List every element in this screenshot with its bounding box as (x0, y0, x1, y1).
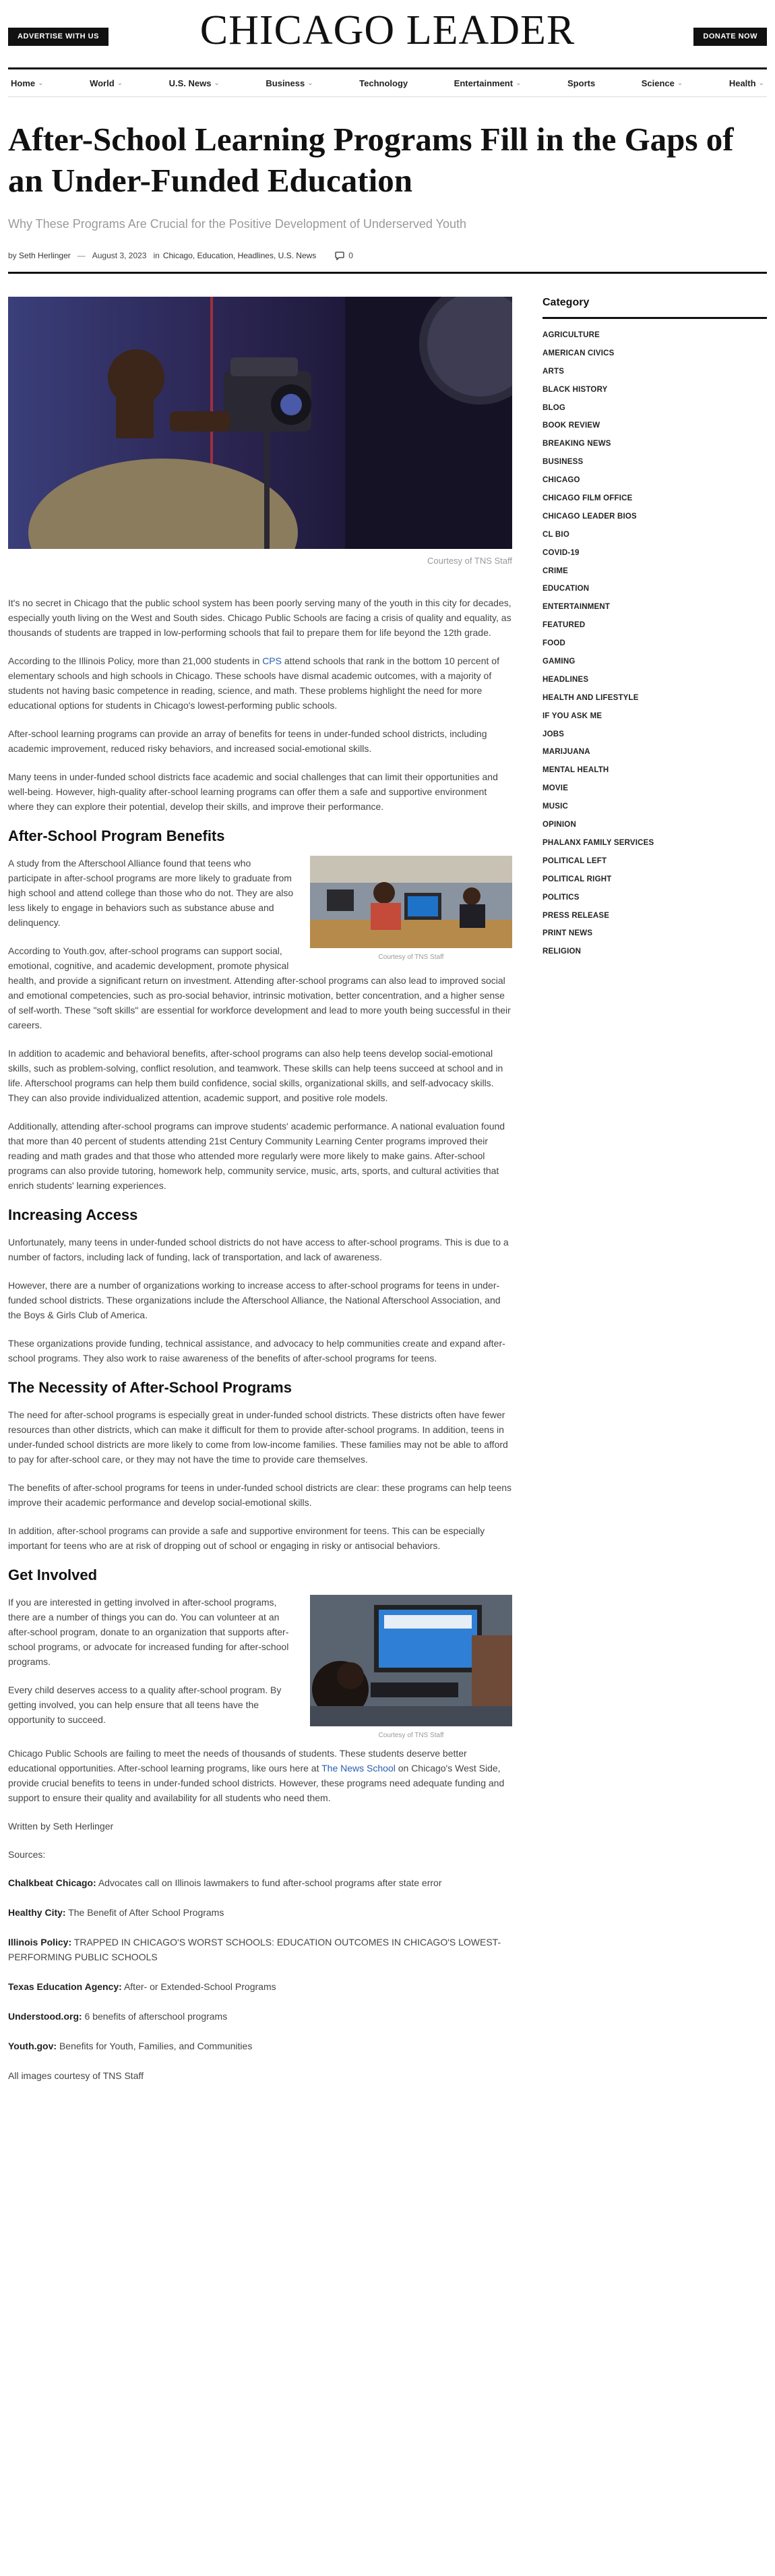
source-name: Texas Education Agency: (8, 1981, 122, 1992)
nav-item-entertainment[interactable] (454, 78, 522, 88)
closing-paragraph (8, 1746, 512, 1805)
article-title: After-School Learning Programs Fill in the Gaps of an Under-Funded Education (8, 121, 734, 199)
category-item[interactable]: ARTS (542, 367, 565, 376)
access-paragraph-2: However, there are a number of organizations working to increase access to after-school programs for teens in under-funded school districts. These organizations include the Afterschool Alliance, the National Afterschool Association, and the Boys & Girls Club of America. (8, 1280, 501, 1320)
intro-paragraph-3: Many teens in under-funded school districts face academic and social challenges that can limit their opportunities and well-being. However, high-quality after-school learning programs can offer them a safe and supportive environment where they can explore their potential, develop their skills, and improve their performance. (8, 771, 498, 812)
chevron-down-icon: ⌄ (516, 79, 522, 87)
nav-item-business[interactable] (266, 78, 313, 88)
source-title[interactable]: Benefits for Youth, Families, and Communities (59, 2041, 253, 2051)
category-item[interactable]: POLITICAL RIGHT (542, 875, 612, 883)
source-name: Youth.gov: (8, 2041, 57, 2051)
category-item[interactable]: BLACK HISTORY (542, 385, 608, 394)
classroom-photo (310, 856, 512, 948)
nav-item-label: Business (266, 78, 305, 88)
source-item (8, 1875, 512, 1890)
computer-lab-photo (310, 1595, 512, 1726)
sidebar (542, 297, 767, 966)
category-item[interactable]: AMERICAN CIVICS (542, 349, 615, 357)
nav-item-label: Entertainment (454, 78, 514, 88)
intro-paragraph-2: After-school learning programs can provide an array of benefits for teens in under-funded school districts, including academic improvement, reduced risky behaviors, and increased social-emotional skills. (8, 728, 487, 754)
access-paragraph-1: Unfortunately, many teens in under-funded school districts do not have access to after-school programs. This is due to a number of factors, including lack of funding, lack of transportation, and lack of awareness. (8, 1237, 509, 1262)
article-body (8, 297, 512, 2097)
category-links[interactable]: Chicago, Education, Headlines, U.S. News (162, 251, 317, 260)
involved-paragraph-2: Every child deserves access to a quality after-school program. By getting involved, you can help ensure that all teens have the opportunity to succeed. (8, 1685, 282, 1725)
nav-item-label: Science (641, 78, 675, 88)
comment-count: 0 (348, 251, 353, 260)
illinois-policy-paragraph (8, 653, 512, 713)
source-title[interactable]: After- or Extended-School Programs (123, 1981, 276, 1992)
involved-figure-caption: Courtesy of TNS Staff (378, 1732, 444, 1739)
source-title[interactable]: The Benefit of After School Programs (68, 1907, 224, 1918)
written-by: Written by Seth Herlinger (8, 1821, 114, 1832)
benefits-paragraph-1: A study from the Afterschool Alliance found that teens who participate in after-school programs are more likely to graduate from high school and attend college than those who do not. They are also less likely to engage in behaviors such as substance abuse and delinquency. (8, 858, 294, 928)
illinois-text-after: attend schools that rank in the bottom 10 percent of elementary schools and high schools in Chicago. These schools have dismal academic outcomes, with a majority of students not having basic competence in reading, science, and math. These problems highlight the need for more educational options for students in Chicago's lowest-performing public schools. (8, 655, 499, 711)
intro-paragraph-1: It's no secret in Chicago that the public school system has been poorly serving many of the youth in this city for decades, especially youth living on the West and South sides. Chicago Public Schools are facing a crisis of quality and equality, as thousands of students are trapped in low-performing schools that fail to prepare them for life beyond the 12th grade. (8, 597, 512, 638)
necessity-paragraph-1: The need for after-school programs is especially great in under-funded school districts. These districts often have fewer resources than other districts, which can make it difficult for them to provide after-school programs. In addition, teens in under-funded school districts are more likely to come from low-income families. These families may not be able to afford to pay for after-school care, or they may not have the time to provide care themselves. (8, 1409, 508, 1465)
category-item[interactable]: PRESS RELEASE (542, 911, 610, 920)
category-item[interactable]: PRINT NEWS (542, 929, 593, 938)
category-item[interactable]: EDUCATION (542, 585, 590, 593)
category-item[interactable]: FOOD (542, 639, 566, 648)
category-item[interactable]: JOBS (542, 730, 565, 738)
source-name: Illinois Policy: (8, 1937, 72, 1948)
chevron-down-icon: ⌄ (677, 79, 683, 87)
category-item[interactable]: MOVIE (542, 784, 569, 793)
news-school-link[interactable]: The News School (321, 1763, 396, 1774)
publish-date: August 3, 2023 (92, 251, 147, 260)
section-heading-involved: Get Involved (8, 1567, 98, 1583)
nav-item-science[interactable] (642, 78, 683, 88)
category-item[interactable]: POLITICAL LEFT (542, 856, 607, 865)
nav-item-home[interactable] (11, 78, 44, 88)
involved-figure (310, 1595, 512, 1739)
source-title[interactable]: Advocates call on Illinois lawmakers to fund after-school programs after state error (98, 1877, 442, 1888)
nav-item-health[interactable] (729, 78, 764, 88)
category-item[interactable]: BLOG (542, 403, 566, 412)
necessity-paragraph-3: In addition, after-school programs can provide a safe and supportive environment for teens. This can be especially important for teens who are at risk of dropping out of school or engaging in risky or antisocial behaviors. (8, 1525, 485, 1551)
source-title[interactable]: 6 benefits of afterschool programs (84, 2011, 228, 2022)
category-item[interactable]: HEADLINES (542, 675, 589, 684)
category-item[interactable]: HEALTH AND LIFESTYLE (542, 693, 639, 702)
category-item[interactable]: BUSINESS (542, 458, 584, 467)
benefits-paragraph-3: In addition to academic and behavioral benefits, after-school programs can also help teens develop social-emotional skills, such as problem-solving, conflict resolution, and teamwork. These skills can help teens succeed at school and in life. Afterschool programs can help them build confidence, social skills, organizational skills, and self-advocacy skills. They can also provide individualized attention, academic support, and positive role models. (8, 1048, 503, 1103)
cps-link[interactable]: CPS (262, 655, 282, 666)
access-paragraph-3: These organizations provide funding, technical assistance, and advocacy to help communities create and expand after-school programs. They also work to raise awareness of the benefits of after-school programs for teens. (8, 1338, 505, 1364)
category-item[interactable]: OPINION (542, 821, 576, 829)
category-list (542, 331, 767, 966)
nav-item-label: World (90, 78, 115, 88)
source-item (8, 1935, 512, 1964)
category-item[interactable]: CHICAGO LEADER BIOS (542, 512, 637, 521)
chevron-down-icon: ⌄ (38, 79, 44, 87)
sidebar-title: Category (542, 297, 767, 319)
category-item[interactable]: ENTERTAINMENT (542, 603, 611, 612)
chevron-down-icon: ⌄ (758, 79, 764, 87)
source-title[interactable]: TRAPPED IN CHICAGO'S WORST SCHOOLS: EDUCATION OUTCOMES IN CHICAGO'S LOWEST-PERFORMING PUBLIC SCHOOLS (8, 1937, 501, 1962)
illinois-text-before: According to the Illinois Policy, more than 21,000 students in (8, 655, 263, 666)
closing-text-after: on Chicago's West Side, provide crucial benefits to teens in under-funded school districts. However, these programs need adequate funding and support to ensure their quality and availability for all students who need them. (8, 1763, 505, 1803)
source-item (8, 1979, 512, 1994)
section-heading-access: Increasing Access (8, 1206, 138, 1223)
author-link[interactable]: Seth Herlinger (19, 251, 71, 260)
benefits-figure-caption: Courtesy of TNS Staff (378, 954, 444, 961)
meta-separator: — (77, 251, 86, 260)
hero-illustration (8, 297, 512, 549)
article-meta (8, 251, 767, 274)
sources-label: Sources: (8, 1849, 46, 1860)
chevron-down-icon: ⌄ (214, 79, 220, 87)
category-item[interactable]: COVID-19 (542, 548, 580, 557)
category-item[interactable]: FEATURED (542, 621, 586, 630)
category-item[interactable]: BREAKING NEWS (542, 440, 611, 448)
masthead (0, 0, 775, 67)
category-item[interactable]: MENTAL HEALTH (542, 766, 609, 775)
main-nav (8, 67, 767, 97)
category-item[interactable]: CL BIO (542, 530, 569, 539)
section-heading-benefits: After-School Program Benefits (8, 827, 225, 844)
comments-link[interactable] (335, 251, 353, 260)
nav-item-technology[interactable] (359, 78, 408, 88)
category-item[interactable]: POLITICS (542, 893, 580, 902)
category-item[interactable]: MARIJUANA (542, 748, 590, 757)
advertise-button[interactable]: ADVERTISE WITH US (8, 28, 108, 46)
nav-item-label: U.S. News (168, 78, 212, 88)
category-item[interactable]: BOOK REVIEW (542, 421, 600, 430)
nav-item-world[interactable] (90, 78, 123, 88)
nav-item-sports[interactable] (567, 78, 595, 88)
category-item[interactable]: CHICAGO FILM OFFICE (542, 494, 633, 503)
nav-item-label: Technology (359, 78, 408, 88)
necessity-paragraph-2: The benefits of after-school programs for teens in under-funded school districts are clear: these programs can help teens improve their academic performance and develop social-emotional skills. (8, 1482, 512, 1508)
source-item (8, 2009, 512, 2024)
category-item[interactable]: CRIME (542, 566, 569, 575)
category-item[interactable]: CHICAGO (542, 476, 580, 485)
chevron-down-icon: ⌄ (307, 79, 313, 87)
article-subtitle: Why These Programs Are Crucial for the Positive Development of Underserved Youth (8, 217, 467, 231)
site-logo[interactable]: CHICAGO LEADER (199, 7, 576, 53)
source-name: Understood.org: (8, 2011, 82, 2022)
involved-paragraph-1: If you are interested in getting involved in after-school programs, there are a number of things you can do. You can volunteer at an after-school program, donate to an organization that supports after-school programs, or advocate for increased funding for after-school programs. (8, 1597, 289, 1667)
nav-item-label: Sports (567, 78, 596, 88)
donate-button[interactable]: DONATE NOW (693, 28, 767, 46)
benefits-paragraph-4: Additionally, attending after-school programs can improve students' academic performance. A national evaluation found that more than 40 percent of students attending 21st Century Community Learning Center programs improved their reading and math grades and that those who attended more regularly were more likely to make gains. After-school programs can also provide tutoring, homework help, community service, music, arts, sports, and cultural activities that enrich students' learning experiences. (8, 1121, 505, 1191)
hero-caption: Courtesy of TNS Staff (427, 556, 512, 566)
benefits-paragraph-2: According to Youth.gov, after-school programs can support social, emotional, cognitive, and academic development, promote physical health, and provide a significant return on investment. Attending after-school programs can also lead to improved social and emotional competencies, such as pro-social behavior, intrinsic motivation, better concentration, and a higher sense of self-worth. These "soft skills" are essential for workforce development and lead to more youth being successful in their careers. (8, 945, 511, 1030)
category-item[interactable]: GAMING (542, 657, 576, 666)
category-item[interactable]: PHALANX FAMILY SERVICES (542, 838, 654, 847)
closing-text-before: Chicago Public Schools are failing to meet the needs of thousands of students. These students deserve better educational opportunities. After-school learning programs, like ours here at (8, 1748, 467, 1774)
sources-list (8, 1875, 512, 2053)
category-item[interactable]: MUSIC (542, 802, 569, 811)
images-credit: All images courtesy of TNS Staff (8, 2070, 144, 2081)
nav-item-u-s-news[interactable] (169, 78, 220, 88)
comment-bubble-icon (335, 252, 344, 260)
hero-image (8, 297, 512, 549)
nav-item-label: Health (728, 78, 756, 88)
category-item[interactable]: IF YOU ASK ME (542, 711, 602, 720)
section-heading-necessity: The Necessity of After-School Programs (8, 1379, 292, 1396)
category-item[interactable]: AGRICULTURE (542, 331, 600, 339)
source-item (8, 1905, 512, 1920)
meta-by: by (8, 251, 17, 260)
category-item[interactable]: RELIGION (542, 947, 582, 956)
nav-item-label: Home (11, 78, 36, 88)
source-name: Chalkbeat Chicago: (8, 1877, 96, 1888)
chevron-down-icon: ⌄ (117, 79, 123, 87)
meta-in: in (153, 251, 160, 260)
source-name: Healthy City: (8, 1907, 66, 1918)
benefits-figure (310, 856, 512, 961)
source-item (8, 2039, 512, 2053)
